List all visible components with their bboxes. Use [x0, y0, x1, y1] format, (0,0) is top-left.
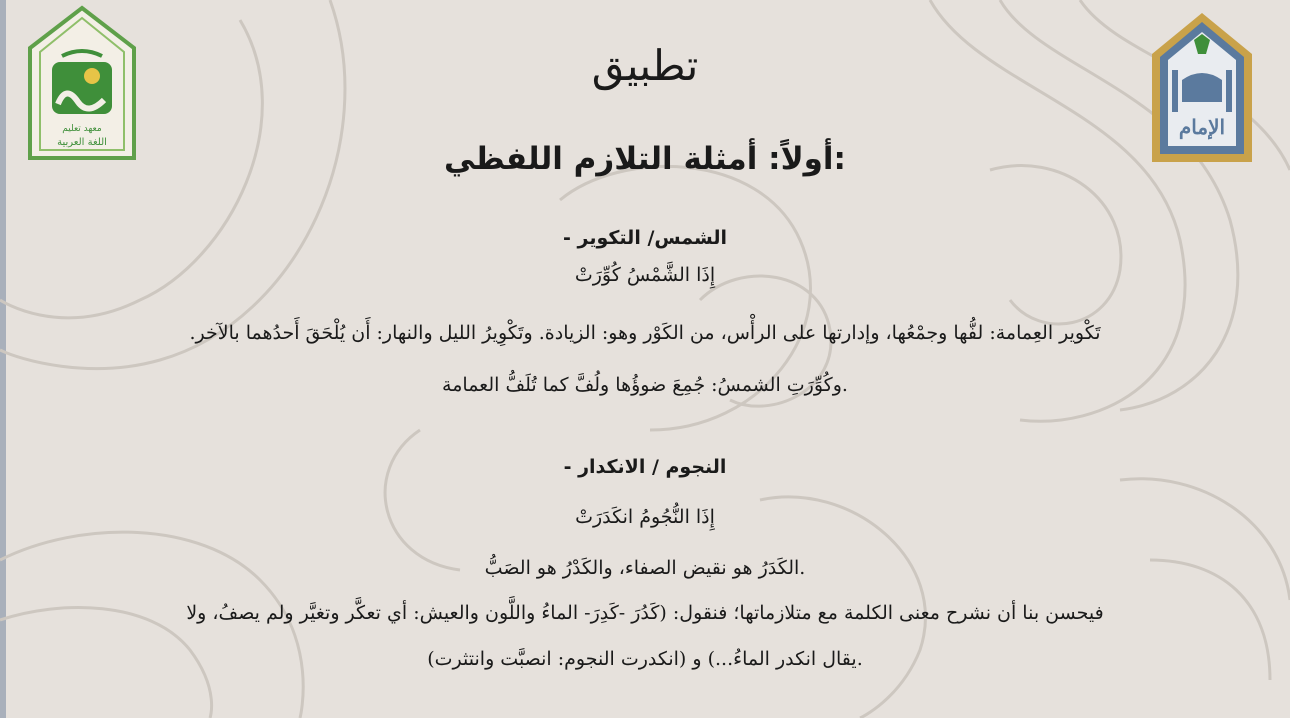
subheading-stars: النجوم / الانكدار -: [563, 456, 727, 478]
verse-stars: إِذَا النُّجُومُ انكَدَرَتْ: [575, 506, 715, 528]
page-title: تطبيق: [591, 41, 699, 90]
text-line: تَكْوير العِمامة: لفُّها وجمْعُها، وإدارتها على الرأْس، من الكَوْر وهو: الزيادة. وتَكْوِيرُ الليل والنهار: أَن يُلْحَقَ أَحدُهما بالآخر.: [189, 322, 1101, 344]
section-heading: :أولاً: أمثلة التلازم اللفظي: [444, 141, 846, 177]
logo-left-line1: معهد تعليم: [62, 124, 102, 134]
logo-right-text: الإمام: [1178, 115, 1226, 139]
slide-content: [40, 0, 1250, 718]
text-line: .وكُوِّرَتِ الشمسُ: جُمِعَ ضوؤُها ولُفَّ كما تُلَفُّ العمامة: [442, 374, 848, 396]
verse-sun: إِذَا الشَّمْسُ كُوِّرَتْ: [574, 264, 716, 286]
text-line: .الكَدَرُ هو نقيض الصفاء، والكَدْرُ هو الصَبُّ: [484, 557, 806, 579]
logo-left-line2: اللغة العربية: [57, 137, 107, 148]
text-line: .يقال انكدر الماءُ...) و (انكدرت النجوم: انصبَّت وانتثرت): [427, 648, 863, 670]
subheading-sun: الشمس/ التكوير -: [563, 227, 727, 249]
text-line: فيحسن بنا أن نشرح معنى الكلمة مع متلازماتها؛ فنقول: (كَدُرَ -كَدِرَ- الماءُ واللَّون والعيش: أي تعكَّر وتغيَّر ولم يصفُ، ولا: [186, 602, 1104, 624]
